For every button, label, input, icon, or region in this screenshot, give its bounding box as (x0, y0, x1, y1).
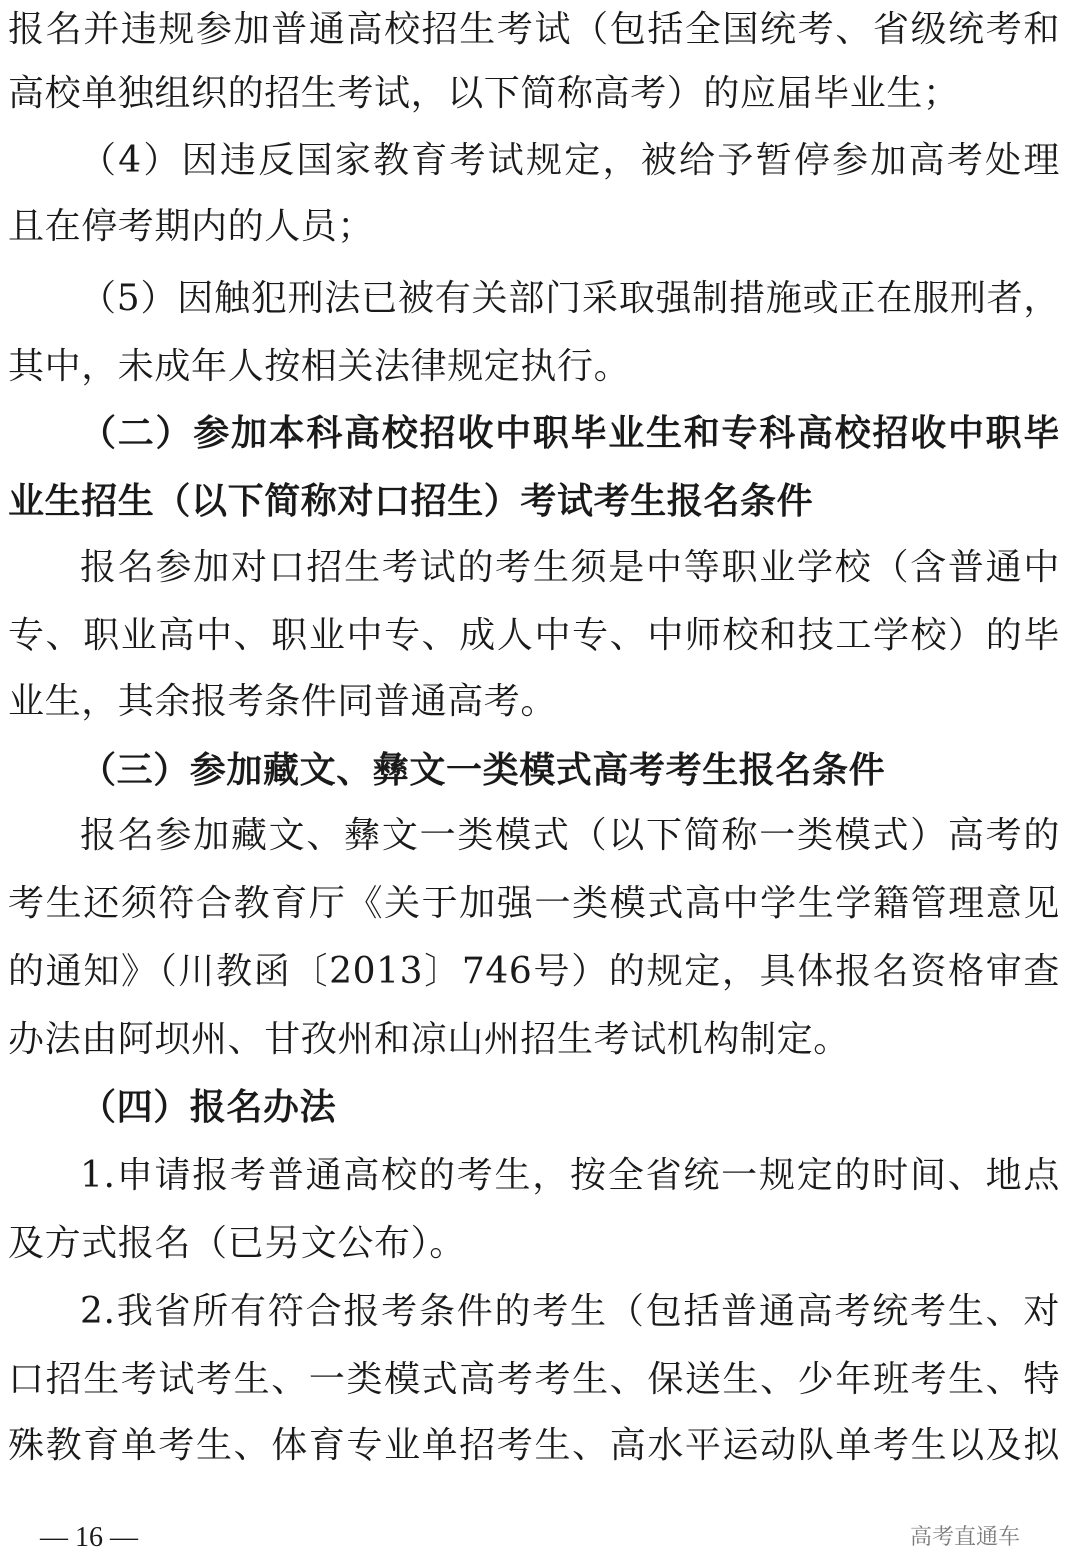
text-line: 1.申请报考普通高校的考生，按全省统一规定的时间、地点 (80, 1155, 1060, 1196)
text-line: 殊教育单考生、体育专业单招考生、高水平运动队单考生以及拟 (8, 1425, 1060, 1466)
text-line: 其中，未成年人按相关法律规定执行。 (8, 346, 631, 387)
section-heading: （二）参加本科高校招收中职毕业生和专科高校招收中职毕 (80, 413, 1060, 454)
text-line: 考生还须符合教育厅《关于加强一类模式高中学生学籍管理意见 (8, 883, 1060, 924)
watermark: 高考直通车 (910, 1525, 1021, 1550)
text-line: 及方式报名（已另文公布）。 (8, 1223, 466, 1264)
text-line: （5）因触犯刑法已被有关部门采取强制措施或正在服刑者， (80, 278, 1060, 319)
text-line: 高校单独组织的招生考试，以下简称高考）的应届毕业生； (8, 73, 960, 114)
text-line: 报名并违规参加普通高校招生考试（包括全国统考、省级统考和 (8, 9, 1060, 50)
text-line: （4）因违反国家教育考试规定，被给予暂停参加高考处理 (80, 140, 1060, 181)
section-heading: 业生招生（以下简称对口招生）考试考生报名条件 (8, 481, 814, 522)
text-line: 业生，其余报考条件同普通高考。 (8, 681, 558, 722)
section-heading: （四）报名办法 (80, 1087, 337, 1128)
text-line: 报名参加对口招生考试的考生须是中等职业学校（含普通中 (80, 547, 1060, 588)
text-line: 办法由阿坝州、甘孜州和凉山州招生考试机构制定。 (8, 1019, 850, 1060)
text-line: 口招生考试考生、一类模式高考考生、保送生、少年班考生、特 (8, 1359, 1060, 1400)
text-line: 2.我省所有符合报考条件的考生（包括普通高考统考生、对 (80, 1291, 1060, 1332)
section-heading: （三）参加藏文、彝文一类模式高考考生报名条件 (80, 750, 886, 791)
page-number: — 16 — (40, 1522, 138, 1553)
text-line: 且在停考期内的人员； (8, 206, 375, 247)
text-line: 报名参加藏文、彝文一类模式（以下简称一类模式）高考的 (80, 815, 1060, 856)
text-line: 的通知》（川教函〔2013〕746号）的规定，具体报名资格审查 (8, 951, 1060, 992)
text-line: 专、职业高中、职业中专、成人中专、中师校和技工学校）的毕 (8, 615, 1060, 656)
